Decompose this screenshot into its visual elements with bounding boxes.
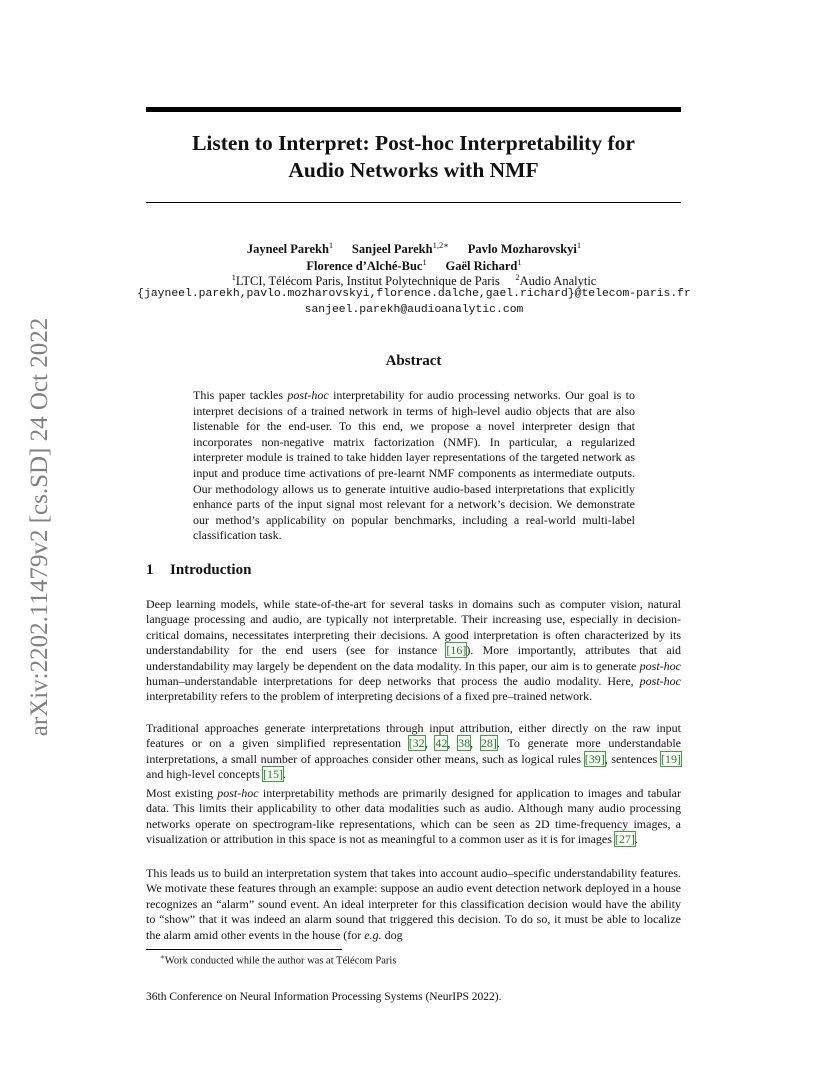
title-top-rule (146, 107, 681, 112)
author-name: Pavlo Mozharovskyi (467, 242, 577, 257)
paragraph-text: Traditional approaches generate interpretations through input attribution, either directly on the raw input features or on a given simplified representation (146, 721, 681, 751)
abstract-heading: Abstract (385, 353, 442, 369)
citation-link[interactable]: 28] (480, 736, 497, 751)
paper-title (146, 130, 681, 184)
paragraph-text: dog (381, 927, 403, 942)
intro-paragraph-2 (146, 721, 681, 783)
author-name: Jayneel Parekh (246, 242, 329, 257)
arxiv-stamp: arXiv:2202.11479v2 [cs.SD] 24 Oct 2022 (26, 317, 53, 737)
paragraph-text: interpretability methods are primarily designed for application to images and tabular data. This limits their applicability to other data modalities such as audio. Although many audio processing networks operate on spectrogram-like representations, which can be seen as 2D time-frequency images, a visualization or attribution in this space is not as meaningful to a common user as it is for images (146, 786, 681, 847)
citation-separator: , (470, 736, 481, 751)
paragraph-text: human–understandable interpretations for deep networks that process the audio modality. Here, (146, 674, 640, 689)
paragraph-text: ). More importantly, attributes that aid understandability may largely be dependent on the data modality. In this paper, our aim is to generate (146, 643, 681, 673)
citation-link[interactable]: [19] (661, 751, 681, 766)
section-heading (146, 562, 251, 579)
paragraph-text: . (634, 832, 638, 847)
email-line-1: {jayneel.parekh,pavlo.mozharovskyi,florence.dalche,gael.richard}@telecom-paris.fr (137, 288, 691, 300)
abstract-emphasis: post-hoc (287, 388, 329, 402)
title-line-1: Listen to Interpret: Post-hoc Interpretability for (192, 131, 635, 155)
citation-link[interactable]: [39] (584, 751, 605, 766)
paragraph-text: and high-level concepts (146, 767, 263, 782)
paragraph-text: . To generate more understandable interpretations, a small number of approaches consider other means, such as logical rules (146, 736, 682, 766)
title-line-2: Audio Networks with NMF (288, 158, 539, 182)
citation-link[interactable]: [15] (262, 767, 283, 782)
paragraph-text: Most existing (146, 786, 218, 800)
paragraph-text: This leads us to build an interpretation system that takes into account audio–specific understandability features. We motivate these features through an example: suppose an audio event detection network deployed in a house recognizes an “alarm” sound event. An ideal interpreter for this classification decision would have the ability to “show” that it was indeed an alarm sound that triggered this decision. To do so, it must be able to localize the alarm amid other events in the house (for (146, 866, 681, 942)
footnote-text: Work conducted while the author was at Télécom Paris (164, 955, 397, 967)
author-affil-sup: 1 (422, 257, 427, 267)
author-affil-sup: 1 (328, 240, 334, 250)
citation-separator: , (447, 736, 459, 751)
intro-paragraph-3 (146, 786, 681, 848)
paragraph-text: Deep learning models, while state-of-the-art for several tasks in domains such as computer vision, natural language processing and audio, are typically not interpretable. Their increasing use, especially in decision-critical domains, necessitates interpreting their decisions. A good interpretation is often characterized by its understandability for the end users (see for instance (146, 597, 681, 658)
affiliation-2: Audio Analytic (519, 274, 597, 289)
author-affil-sup: 1,2∗ (432, 240, 449, 250)
abstract-text: interpretability for audio processing networks. Our goal is to interpret decisions of a trained network in terms of high-level audio objects that are also listenable for the end-user. To this end, we propose a novel interpreter design that incorporates non-negative matrix factorization (NMF). In particular, a regularized interpreter module is trained to take hidden layer representations of the targeted network as input and produce time activations of pre-learnt NMF components as intermediate outputs. Our methodology allows us to generate intuitive audio-based interpretations that explicitly enhance parts of the input signal most relevant for a network’s decision. We demonstrate our method’s applicability on popular benchmarks, including a real-world multi-label classification task. (193, 388, 635, 543)
intro-paragraph-1 (146, 597, 681, 705)
author-name: Sanjeel Parekh (351, 242, 433, 257)
affil-sup: 2 (515, 272, 520, 282)
citation-link[interactable]: 42 (435, 736, 448, 751)
footnote-marker: ∗ (160, 953, 165, 961)
citation-link[interactable]: 38 (458, 736, 471, 751)
author-name: Gaël Richard (445, 259, 518, 274)
emphasis: post-hoc (639, 658, 681, 673)
abstract-body (193, 388, 635, 544)
citation-link[interactable]: [27] (614, 832, 635, 847)
title-bottom-rule (146, 202, 681, 203)
email-line-2: sanjeel.parekh@audioanalytic.com (304, 304, 524, 316)
conference-footer: 36th Conference on Neural Information Processing Systems (NeurIPS 2022). (146, 991, 502, 1003)
paragraph-text: , sentences (604, 751, 661, 766)
emphasis: post-hoc (639, 674, 681, 689)
intro-paragraph-4 (146, 866, 681, 943)
section-title: Introduction (170, 562, 252, 578)
footnote (160, 953, 396, 967)
author-affil-sup: 1 (576, 240, 582, 250)
emphasis: post-hoc (217, 786, 259, 800)
section-number: 1 (146, 562, 154, 578)
citation-link[interactable]: [32 (408, 736, 425, 751)
citation-separator: , (424, 736, 436, 751)
paragraph-text: . (282, 767, 286, 782)
affiliation-1: LTCI, Télécom Paris, Institut Polytechnique de Paris (235, 274, 500, 289)
author-affil-sup: 1 (517, 257, 522, 267)
emphasis: e.g. (364, 927, 382, 942)
footnote-rule (146, 949, 342, 950)
affil-sup: 1 (231, 272, 236, 282)
author-name: Florence d’Alché-Buc (306, 259, 423, 274)
paragraph-text: interpretability refers to the problem of interpreting decisions of a fixed pre–trained network. (146, 689, 593, 704)
citation-link[interactable]: [16] (446, 643, 467, 658)
abstract-text: This paper tackles (193, 388, 288, 402)
